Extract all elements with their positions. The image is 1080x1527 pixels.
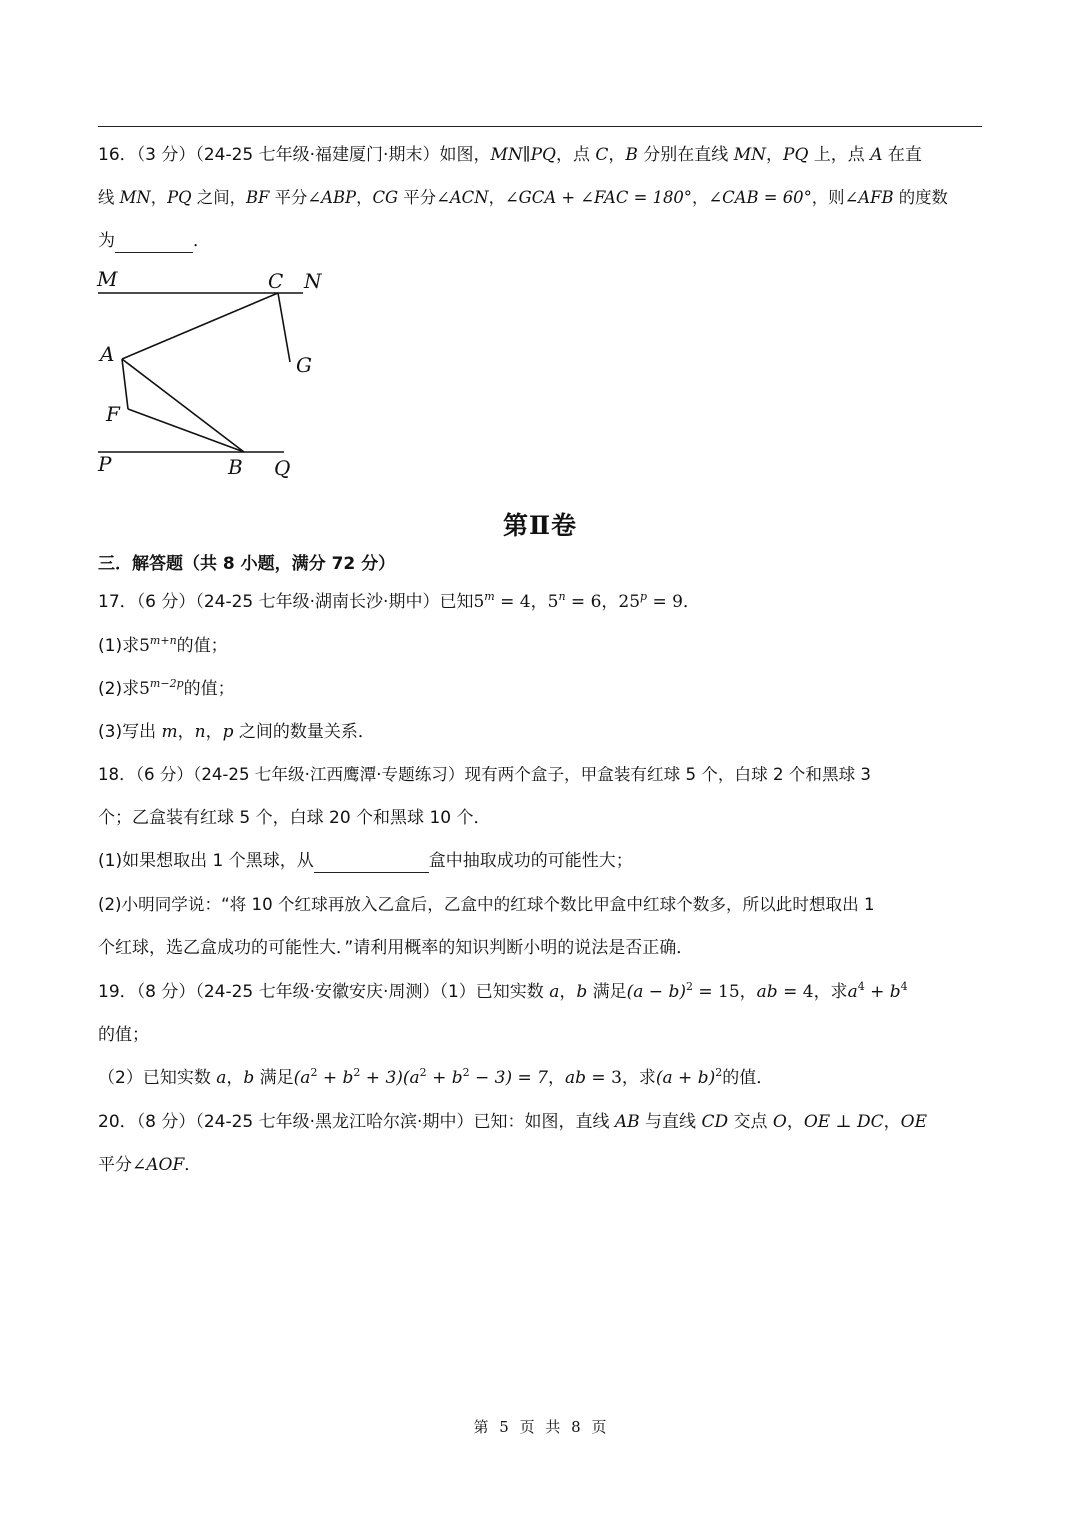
segment-af bbox=[122, 359, 128, 409]
label-f: F bbox=[106, 402, 120, 426]
q17-stem: 17．（6 分）（24-25 七年级·湖南长沙·期中）已知$5^m = 4$，$5^n = 6$，$25^p = 9$． bbox=[98, 590, 700, 612]
segment-ab bbox=[122, 359, 244, 452]
label-g: G bbox=[296, 353, 312, 377]
q18-part-2-line-1: (2)小明同学说：“将 10 个红球再放入乙盒后，乙盒中的红球个数比甲盒中红球个数多，所以此时想取出 1 bbox=[98, 895, 875, 914]
q18-answer-blank[interactable] bbox=[314, 854, 429, 873]
q16-answer-blank[interactable] bbox=[115, 234, 193, 253]
q19-part-2: （2）已知实数 a，b 满足$(a^2 + b^2 + 3)(a^2 + b^2 - 3) = 7$，ab = 3，求$(a + b)^2$的值． bbox=[98, 1066, 774, 1088]
label-q: Q bbox=[274, 456, 291, 480]
segment-ca bbox=[122, 293, 278, 359]
q17-part-1: (1)求$5^{m+n}$的值； bbox=[98, 634, 228, 656]
label-b: B bbox=[228, 455, 243, 479]
q19-stem: 19．（8 分）（24-25 七年级·安徽安庆·周测）（1）已知实数 a，b 满足$(a - b)^2 = 15$，ab = 4，求$a^4 + b^4$ bbox=[98, 980, 908, 1002]
section-heading: 三．解答题（共 8 小题，满分 72 分） bbox=[98, 554, 396, 574]
label-n: N bbox=[304, 269, 322, 293]
q19-stem-line-2: 的值； bbox=[98, 1025, 149, 1045]
section-title: 第Ⅱ卷 bbox=[502, 511, 578, 540]
label-a: A bbox=[100, 342, 115, 366]
q17-part-3: (3)写出 m，n，p 之间的数量关系． bbox=[98, 722, 375, 742]
header-rule bbox=[98, 126, 982, 127]
label-m: M bbox=[97, 267, 118, 291]
label-c: C bbox=[268, 269, 284, 293]
q18-stem-line-2: 个；乙盒装有红球 5 个，白球 20 个和黑球 10 个． bbox=[98, 808, 491, 828]
q18-part-2-line-2: 个红球，选乙盒成功的可能性大．”请利用概率的知识判断小明的说法是否正确． bbox=[98, 938, 694, 958]
segment-fb bbox=[128, 409, 244, 452]
q16-geometry-figure bbox=[90, 264, 340, 484]
ray-cg bbox=[278, 293, 290, 362]
q16-line-2: 线 MN，PQ 之间，BF 平分∠ABP，CG 平分∠ACN，∠GCA + ∠FAC = 180°，∠CAB = 60°，则∠AFB 的度数 bbox=[98, 188, 948, 207]
q20-stem: 20．（8 分）（24-25 七年级·黑龙江哈尔滨·期中）已知：如图，直线 AB 与直线 CD 交点 O，OE ⊥ DC，OE bbox=[98, 1112, 927, 1132]
q16-line-3: 为 ． bbox=[98, 231, 210, 251]
q16-line-1: 16．（3 分）（24-25 七年级·福建厦门·期末）如图，MN∥PQ，点 C，B 分别在直线 MN，PQ 上，点 A 在直 bbox=[98, 145, 922, 165]
page-footer: 第 5 页 共 8 页 bbox=[473, 1418, 607, 1436]
q20-stem-line-2: 平分∠AOF． bbox=[98, 1155, 202, 1175]
label-p: P bbox=[98, 452, 112, 476]
q18-stem-line-1: 18．（6 分）（24-25 七年级·江西鹰潭·专题练习）现有两个盒子，甲盒装有红球 5 个，白球 2 个和黑球 3 bbox=[98, 765, 871, 784]
q18-part-1: (1)如果想取出 1 个黑球，从 盒中抽取成功的可能性大； bbox=[98, 851, 633, 871]
q17-part-2: (2)求$5^{m-2p}$的值； bbox=[98, 677, 235, 699]
